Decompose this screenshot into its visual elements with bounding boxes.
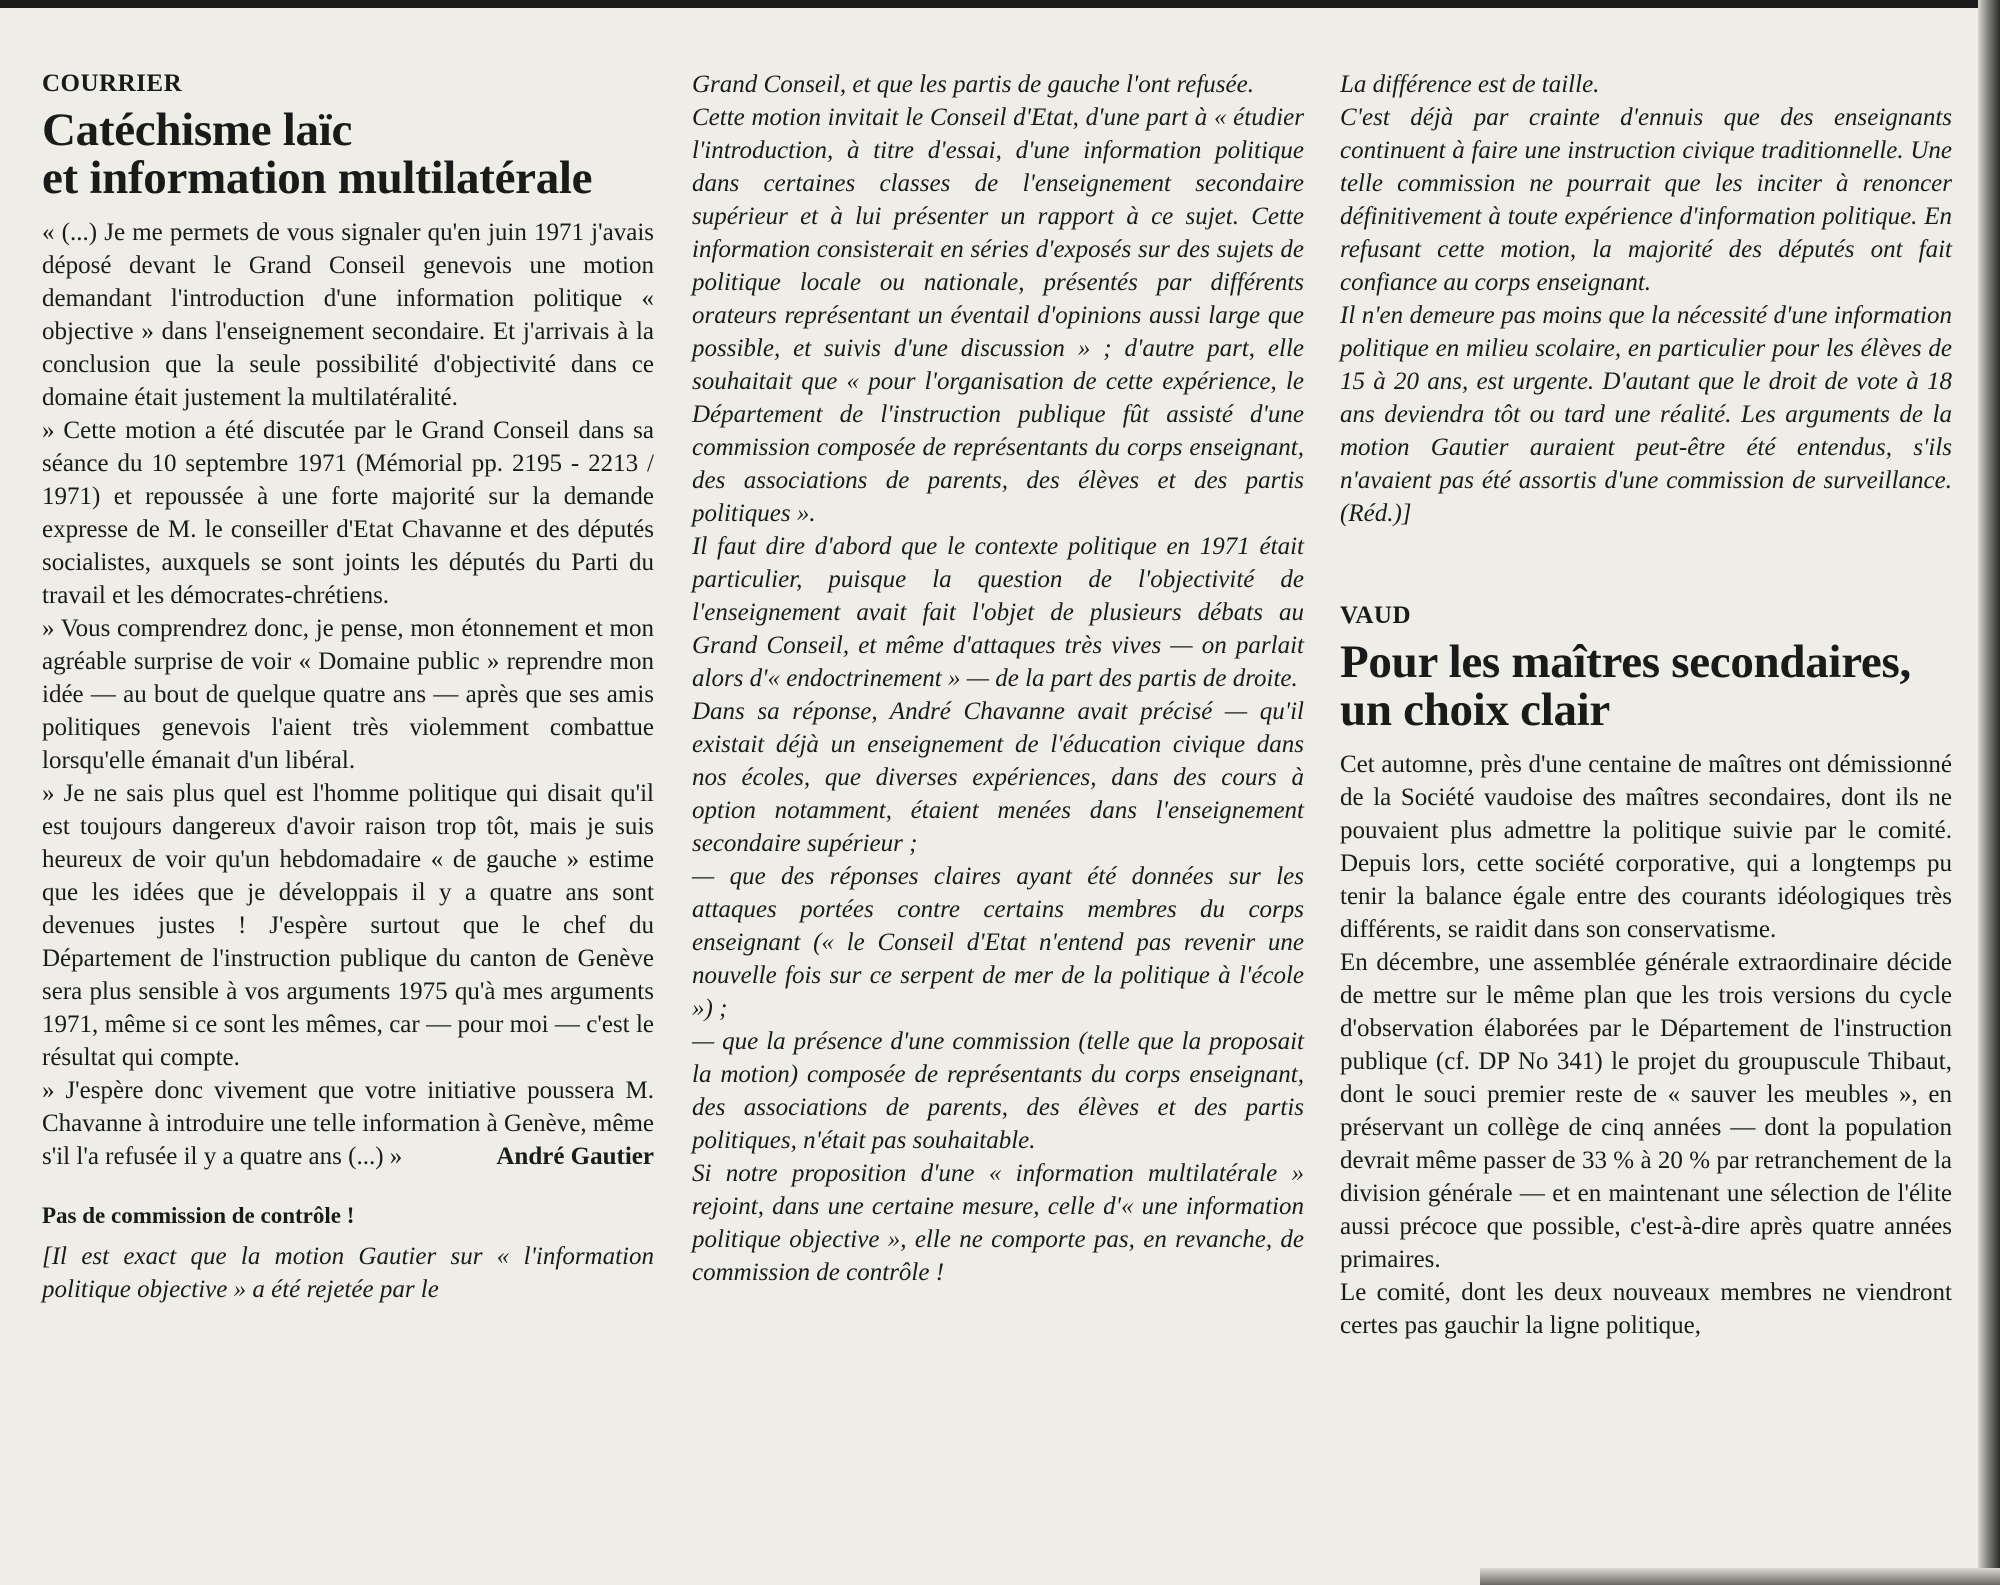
section-kicker-courrier: COURRIER <box>42 70 183 97</box>
scan-top-border <box>0 0 2000 8</box>
editor-reply-paragraph: Si notre proposition d'une « information multilatérale » rejoint, dans une certaine mesure, celle d'« une information politique objective », elle ne comporte pas, en revanche, de commission de contrôle ! <box>692 1160 1304 1286</box>
editor-reply-paragraph: — que des réponses claires ayant été données sur les attaques portées contre certains membres du corps enseignant (« le Conseil d'Etat n'entend pas revenir une nouvelle fois sur ce serpent de mer de la politique à l'école ») ; <box>692 863 1304 1022</box>
subheading-commission: Pas de commission de contrôle ! <box>42 1203 355 1228</box>
title-line-1: Pour les maîtres secondaires, <box>1340 636 1911 688</box>
title-line-1: Catéchisme laïc <box>42 104 353 156</box>
column-1 <box>42 68 654 1306</box>
scan-right-edge <box>1978 0 2000 1585</box>
editor-reply-paragraph: C'est déjà par crainte d'ennuis que des enseignants continuent à faire une instruction civique traditionnelle. Une telle commission ne pourrait que les inciter à renoncer définitivement à toute expérience d'information politique. En refusant cette motion, la majorité des députés ont fait confiance au corps enseignant. <box>1340 104 1952 296</box>
editor-reply-paragraph: [Il est exact que la motion Gautier sur « l'information politique objective » a été rejetée par le <box>42 1243 654 1303</box>
letter-paragraph: » Je ne sais plus quel est l'homme politique qui disait qu'il est toujours dangereux d'avoir raison trop tôt, mais je suis heureux de voir qu'un hebdomadaire « de gauche » estime que les idées que je développais il y a quatre ans sont devenues justes ! J'espère surtout que le chef du Département de l'instruction publique du canton de Genève sera plus sensible à vos arguments 1975 qu'à mes arguments 1971, même si ce sont les mêmes, car — pour moi — c'est le résultat qui compte. <box>42 780 654 1071</box>
column-3 <box>1340 68 1952 1342</box>
editor-reply-paragraph: La différence est de taille. <box>1340 71 1600 98</box>
letter-signature: André Gautier <box>496 1143 654 1170</box>
letter-paragraph: » Vous comprendrez donc, je pense, mon étonnement et mon agréable surprise de voir « Domaine public » reprendre mon idée — au bout de quelque quatre ans — après que ses amis politiques genevois l'aient très violemment combattue lorsqu'elle émanait d'un libéral. <box>42 615 654 774</box>
editor-reply-paragraph: Dans sa réponse, André Chavanne avait précisé — qu'il existait déjà un enseignement de l'éducation civique dans nos écoles, que diverses expériences, dans des cours à option notamment, étaient menées dans l'enseignement secondaire supérieur ; <box>692 698 1304 857</box>
letter-paragraph: » J'espère donc vivement que votre initiative poussera M. Chavanne à introduire une telle information à Genève, même s'il l'a refusée il y a quatre ans (...) » <box>42 1077 654 1170</box>
scan-bottom-shadow <box>1480 1568 2000 1585</box>
letter-paragraph: » Cette motion a été discutée par le Grand Conseil dans sa séance du 10 septembre 1971 (Mémorial pp. 2195 - 2213 / 1971) et repoussée à une forte majorité sur la demande expresse de M. le conseiller d'Etat Chavanne et des députés socialistes, auxquels se sont joints les députés du Parti du travail et les démocrates-chrétiens. <box>42 417 654 609</box>
editor-reply-paragraph: Il n'en demeure pas moins que la nécessité d'une information politique en milieu scolaire, en particulier pour les élèves de 15 à 20 ans, est urgente. D'autant que le droit de vote à 18 ans deviendra tôt ou tard une réalité. Les arguments de la motion Gautier auraient peut-être été entendus, s'ils n'avaient pas été assortis d'une commission de surveillance. (Réd.)] <box>1340 302 1952 527</box>
editor-reply-paragraph: Cette motion invitait le Conseil d'Etat, d'une part à « étudier l'introduction, à titre d'essai, d'une information politique dans certaines classes de l'enseignement secondaire supérieur et à lui présenter un rapport à ce sujet. Cette information consisterait en séries d'exposés sur des sujets de politique locale ou nationale, présentés par différents orateurs représentant un éventail d'opinions aussi large que possible, et suivis d'une discussion » ; d'autre part, elle souhaitait que « pour l'organisation de cette expérience, le Département de l'instruction publique fût assisté d'une commission composée de représentants du corps enseignant, des associations de parents, des élèves et des partis politiques ». <box>692 104 1304 527</box>
article-paragraph: Le comité, dont les deux nouveaux membres ne viendront certes pas gauchir la ligne politique, <box>1340 1279 1952 1339</box>
editor-reply-paragraph: Il faut dire d'abord que le contexte politique en 1971 était particulier, puisque la question de l'objectivité de l'enseignement avait fait l'objet de plusieurs débats au Grand Conseil, et même d'attaques très vives — on parlait alors d'« endoctrinement » — de la part des partis de droite. <box>692 533 1304 692</box>
editor-reply-paragraph: — que la présence d'une commission (telle que la proposait la motion) composée de représentants du corps enseignant, des associations de parents, des élèves et des partis politiques, n'était pas souhaitable. <box>692 1028 1304 1154</box>
article-title-maitres <box>1340 638 1952 734</box>
editor-reply-paragraph: Grand Conseil, et que les partis de gauche l'ont refusée. <box>692 71 1254 98</box>
title-line-2: un choix clair <box>1340 684 1610 736</box>
column-2 <box>692 68 1304 1289</box>
article-paragraph: Cet automne, près d'une centaine de maîtres ont démissionné de la Société vaudoise des maîtres secondaires, dont ils ne pouvaient plus admettre la politique suivie par le comité. Depuis lors, cette société corporative, qui a longtemps pu tenir la balance égale entre des courants idéologiques très différents, se raidit dans son conservatisme. <box>1340 751 1952 943</box>
article-paragraph: En décembre, une assemblée générale extraordinaire décide de mettre sur le même plan que les trois versions du cycle d'observation élaborées par le Département de l'instruction publique (cf. DP No 341) le projet du groupuscule Thibaut, dont le souci premier reste de « sauver les meubles », en préservant un collège de cinq années — dont la population devrait même passer de 33 % à 20 % par retranchement de la division générale — et en maintenant une sélection de l'élite aussi précoce que possible, c'est-à-dire après quatre années primaires. <box>1340 949 1952 1273</box>
letter-paragraph: « (...) Je me permets de vous signaler qu'en juin 1971 j'avais déposé devant le Grand Conseil genevois une motion demandant l'introduction d'une information politique « objective » dans l'enseignement secondaire. Et j'arrivais à la conclusion que la seule possibilité d'objectivité dans ce domaine était justement la multilatéralité. <box>42 219 654 411</box>
column-spacer <box>1340 530 1952 600</box>
title-line-2: et information multilatérale <box>42 152 593 204</box>
section-kicker-vaud: VAUD <box>1340 602 1411 629</box>
article-title-catechisme <box>42 106 654 202</box>
